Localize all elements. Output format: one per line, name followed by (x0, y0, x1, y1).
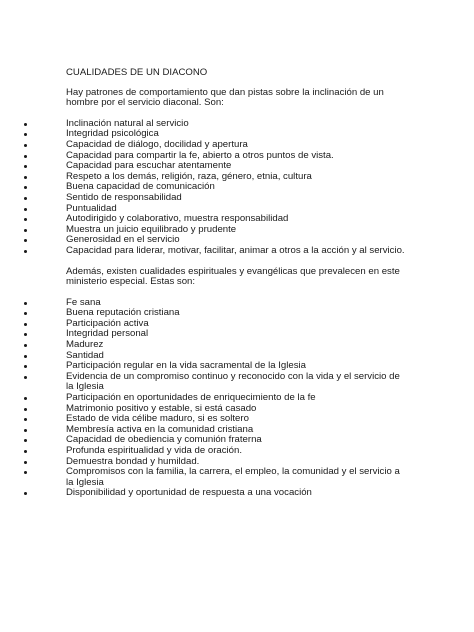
bullet-icon (24, 155, 27, 158)
bullet-icon (24, 376, 27, 379)
list-item: Participación activa (66, 319, 406, 330)
list-item: Muestra un juicio equilibrado y prudente (66, 225, 406, 236)
bullet-icon (24, 355, 27, 358)
bullet-icon (24, 439, 27, 442)
bullet-icon (24, 123, 27, 126)
document-title: CUALIDADES DE UN DIACONO (66, 67, 208, 78)
list-item: Buena capacidad de comunicación (66, 182, 406, 193)
bullet-icon (24, 461, 27, 464)
list-item: Santidad (66, 351, 406, 362)
bullet-icon (24, 429, 27, 432)
bullet-icon (24, 397, 27, 400)
bullet-icon (24, 302, 27, 305)
bullet-icon (24, 344, 27, 347)
spiritual-qualities-list (66, 298, 406, 499)
bullet-icon (24, 250, 27, 253)
list-item: Capacidad para compartir la fe, abierto a otros puntos de vista. (66, 151, 406, 162)
bullet-icon (24, 471, 27, 474)
list-item: Demuestra bondad y humildad. (66, 457, 406, 468)
bullet-icon (24, 165, 27, 168)
list-item: Madurez (66, 340, 406, 351)
bullet-icon (24, 144, 27, 147)
list-item: Autodirigido y colaborativo, muestra responsabilidad (66, 214, 406, 225)
list-item: Estado de vida célibe maduro, si es soltero (66, 414, 406, 425)
bullet-icon (24, 133, 27, 136)
list-item: Profunda espiritualidad y vida de oración. (66, 446, 406, 457)
document-body (66, 68, 406, 509)
list-item: Membresía activa en la comunidad cristiana (66, 425, 406, 436)
list-item: Evidencia de un compromiso continuo y reconocido con la vida y el servicio de la Iglesia (66, 372, 406, 393)
list-item: Matrimonio positivo y estable, si está casado (66, 404, 406, 415)
bullet-icon (24, 323, 27, 326)
bullet-icon (24, 176, 27, 179)
list-item: Integridad psicológica (66, 129, 406, 140)
bullet-icon (24, 229, 27, 232)
bullet-icon (24, 418, 27, 421)
bullet-icon (24, 208, 27, 211)
bullet-icon (24, 312, 27, 315)
list-item: Inclinación natural al servicio (66, 119, 406, 130)
list-item: Disponibilidad y oportunidad de respuesta a una vocación (66, 488, 406, 499)
bullet-icon (24, 333, 27, 336)
list-item: Puntualidad (66, 204, 406, 215)
bullet-icon (24, 365, 27, 368)
list-item: Participación en oportunidades de enriquecimiento de la fe (66, 393, 406, 404)
list-item: Integridad personal (66, 329, 406, 340)
human-qualities-list (66, 119, 406, 257)
list-item: Capacidad para liderar, motivar, facilitar, animar a otros a la acción y al servicio. (66, 246, 406, 257)
list-item: Capacidad de diálogo, docilidad y apertura (66, 140, 406, 151)
list-item: Capacidad de obediencia y comunión fraterna (66, 435, 406, 446)
list-item: Respeto a los demás, religión, raza, género, etnia, cultura (66, 172, 406, 183)
bullet-icon (24, 408, 27, 411)
list-item: Compromisos con la familia, la carrera, el empleo, la comunidad y el servicio a la Iglesia (66, 467, 406, 488)
bullet-icon (24, 492, 27, 495)
second-paragraph: Además, existen cualidades espirituales y evangélicas que prevalecen en este ministerio especial. Estas son: (66, 265, 400, 288)
bullet-icon (24, 218, 27, 221)
list-item: Capacidad para escuchar atentamente (66, 161, 406, 172)
bullet-icon (24, 239, 27, 242)
list-item: Participación regular en la vida sacramental de la Iglesia (66, 361, 406, 372)
list-item: Generosidad en el servicio (66, 235, 406, 246)
intro-paragraph: Hay patrones de comportamiento que dan pistas sobre la inclinación de un hombre por el servicio diaconal. Son: (66, 86, 384, 109)
bullet-icon (24, 186, 27, 189)
list-item: Buena reputación cristiana (66, 308, 406, 319)
bullet-icon (24, 197, 27, 200)
bullet-icon (24, 450, 27, 453)
list-item: Sentido de responsabilidad (66, 193, 406, 204)
list-item: Fe sana (66, 298, 406, 309)
